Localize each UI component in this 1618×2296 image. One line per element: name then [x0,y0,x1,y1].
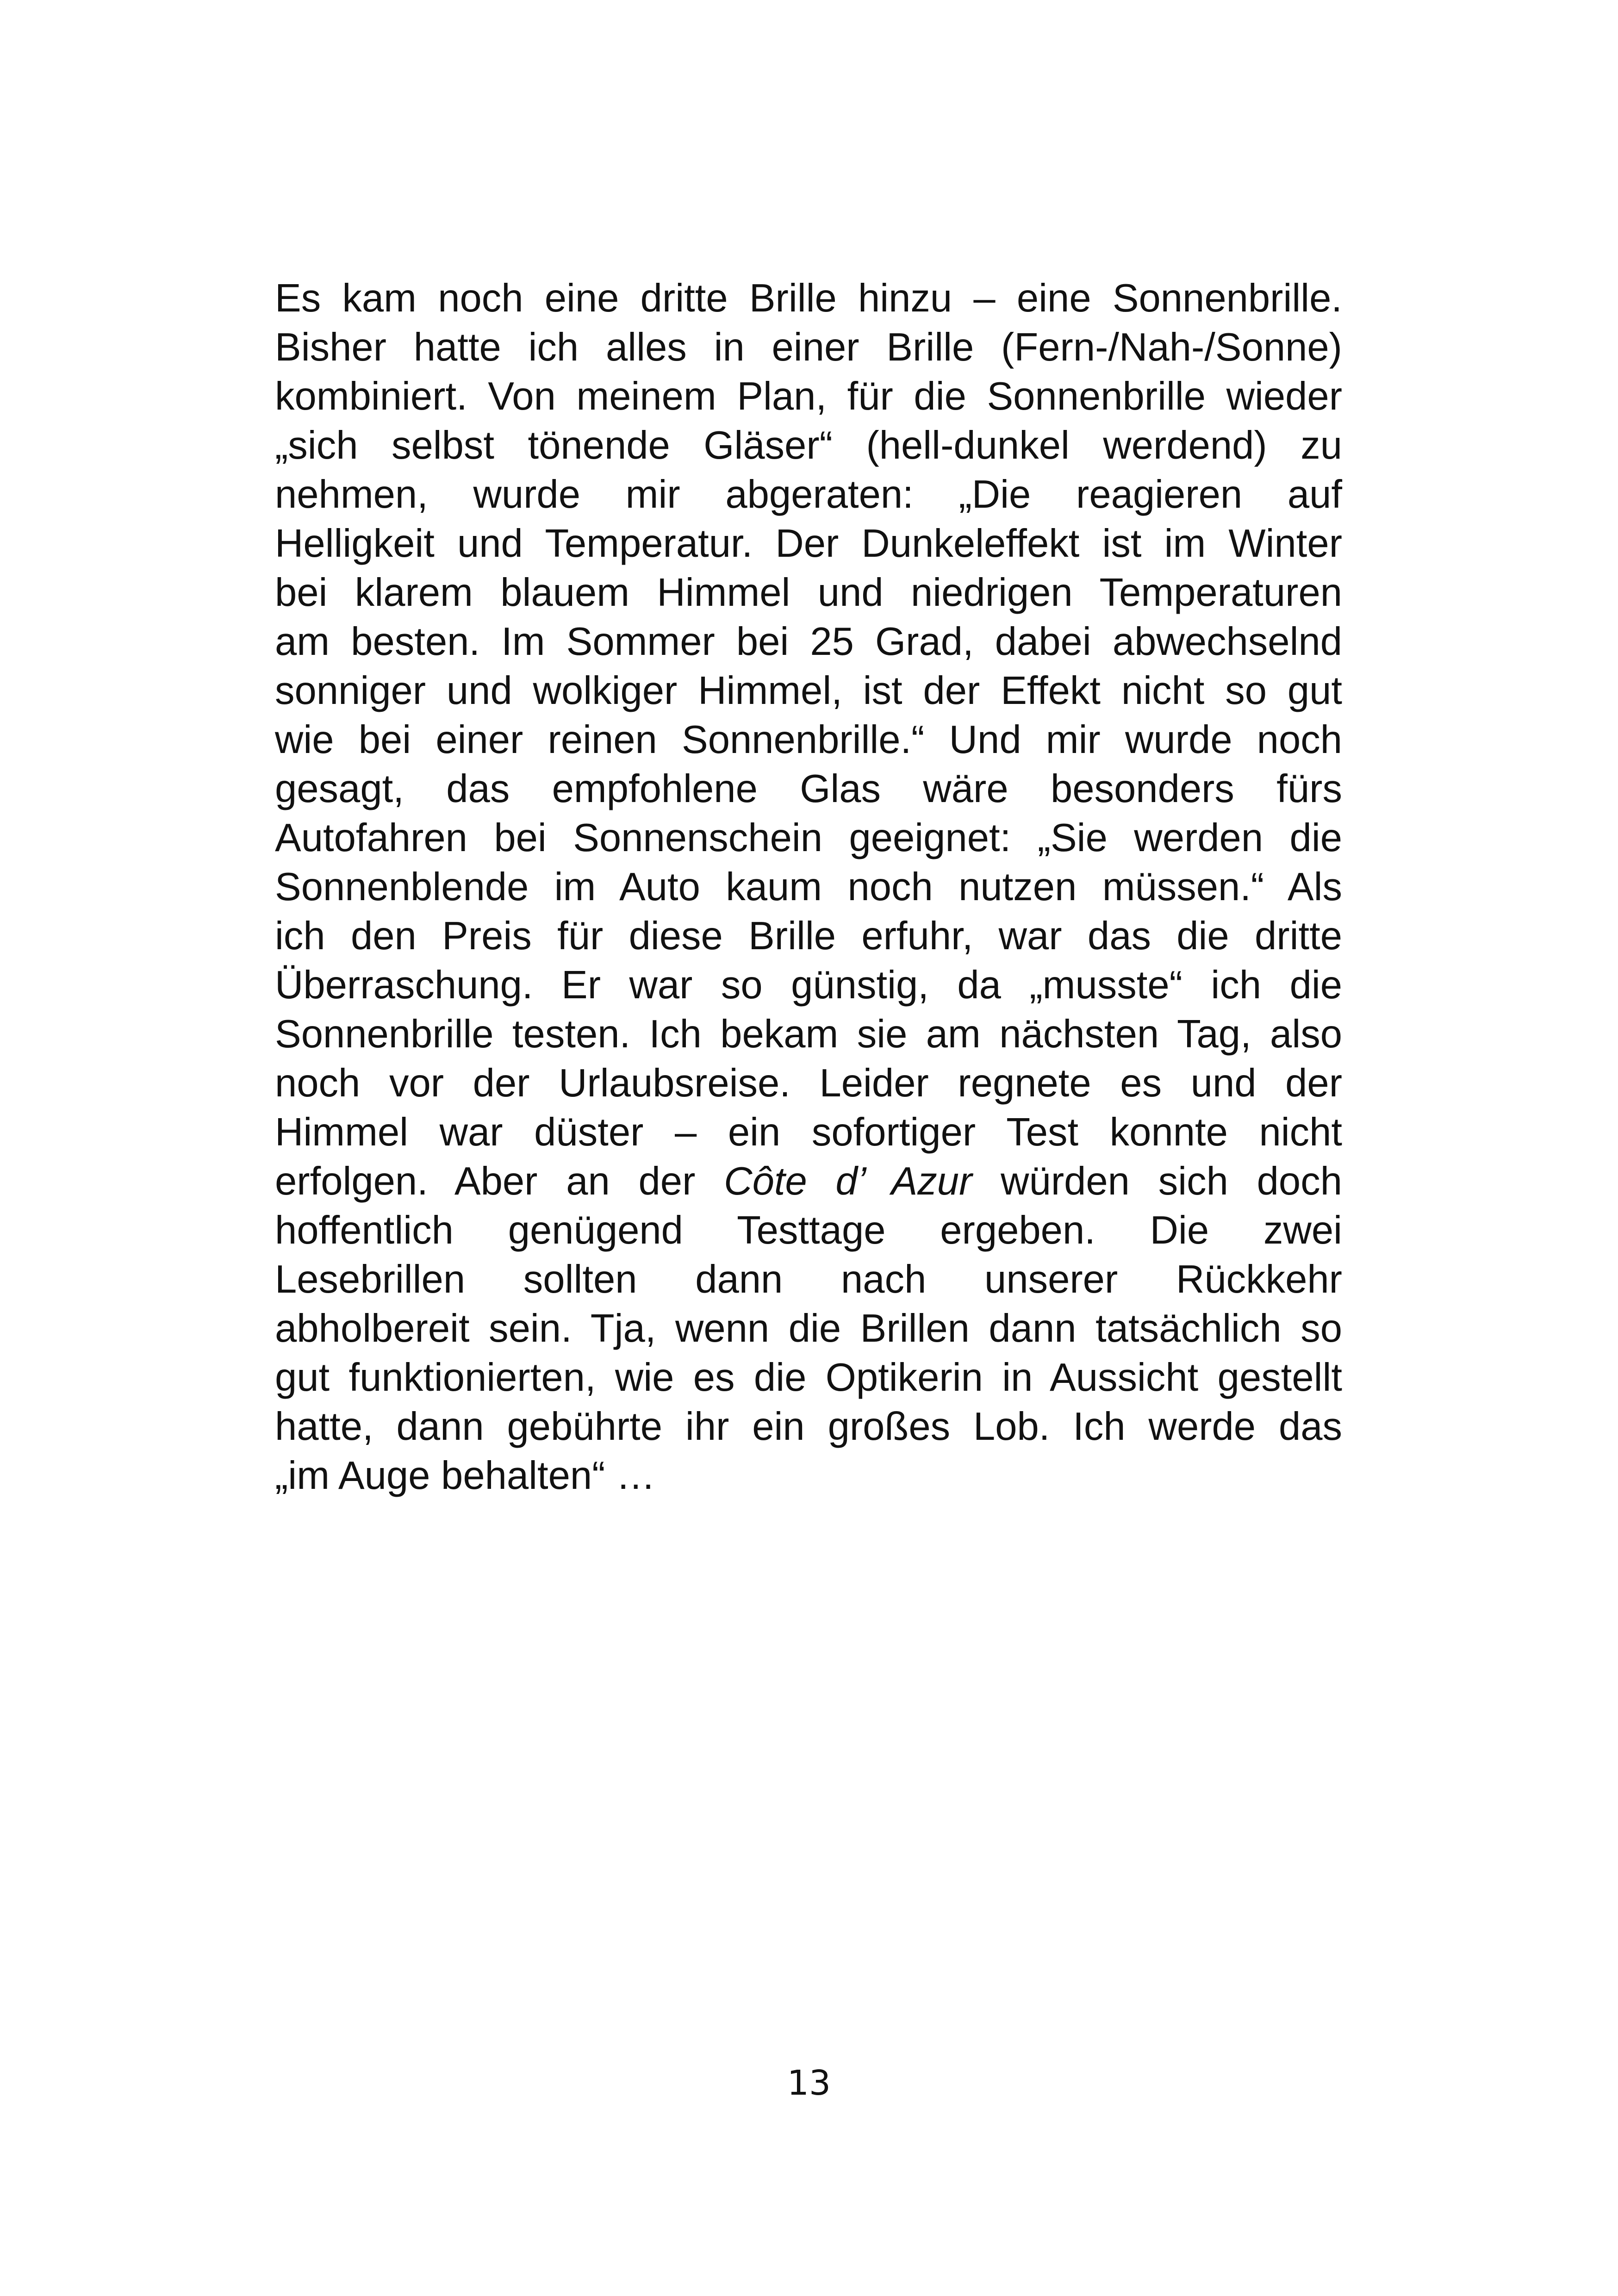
page-number: 13 [787,2063,831,2103]
text-line: bei klarem blauem Himmel und niedrigen Temperaturen [275,571,1342,615]
text-line: nehmen, wurde mir abgeraten: „Die reagieren auf [275,473,1342,516]
text-segment: würden sich doch [972,1159,1342,1203]
text-line: Sonnenbrille testen. Ich bekam sie am nächsten Tag, also [275,1012,1342,1056]
text-line: Sonnenblende im Auto kaum noch nutzen müssen.“ Als [275,865,1342,909]
text-line: gesagt, das empfohlene Glas wäre besonders fürs [275,767,1342,811]
text-line: am besten. Im Sommer bei 25 Grad, dabei abwechselnd [275,620,1342,664]
text-line: abholbereit sein. Tja, wenn die Brillen dann tatsächlich so [275,1307,1342,1350]
text-line: Es kam noch eine dritte Brille hinzu – eine Sonnenbrille. [275,276,1342,320]
text-line: Autofahren bei Sonnenschein geeignet: „Sie werden die [275,816,1342,860]
text-line: gut funktionierten, wie es die Optikerin in Aussicht gestellt [275,1356,1342,1400]
text-line: Helligkeit und Temperatur. Der Dunkeleffekt ist im Winter [275,522,1342,566]
text-line: noch vor der Urlaubsreise. Leider regnete es und der [275,1061,1342,1105]
text-line: Lesebrillen sollten dann nach unserer Rückkehr [275,1257,1342,1301]
text-line: wie bei einer reinen Sonnenbrille.“ Und mir wurde noch [275,718,1342,762]
text-line: hatte, dann gebührte ihr ein großes Lob. Ich werde das [275,1405,1342,1449]
text-line: Bisher hatte ich alles in einer Brille (Fern-/Nah-/Sonne) [275,325,1342,369]
text-line: „sich selbst tönende Gläser“ (hell-dunkel werdend) zu [275,423,1342,467]
text-line-last: „im Auge behalten“ … [275,1454,656,1498]
place-name-italic: Côte d’ Azur [724,1159,972,1203]
text-line: hoffentlich genügend Testtage ergeben. Die zwei [275,1208,1342,1252]
text-line: Himmel war düster – ein sofortiger Test konnte nicht [275,1110,1342,1154]
text-segment: erfolgen. Aber an der [275,1159,724,1203]
body-text [275,274,1342,1500]
text-line: Überraschung. Er war so günstig, da „musste“ ich die [275,963,1342,1007]
text-line: sonniger und wolkiger Himmel, ist der Effekt nicht so gut [275,669,1342,713]
text-line-mixed [275,1157,1342,1206]
text-line: ich den Preis für diese Brille erfuhr, war das die dritte [275,914,1342,958]
text-line: kombiniert. Von meinem Plan, für die Sonnenbrille wieder [275,374,1342,418]
